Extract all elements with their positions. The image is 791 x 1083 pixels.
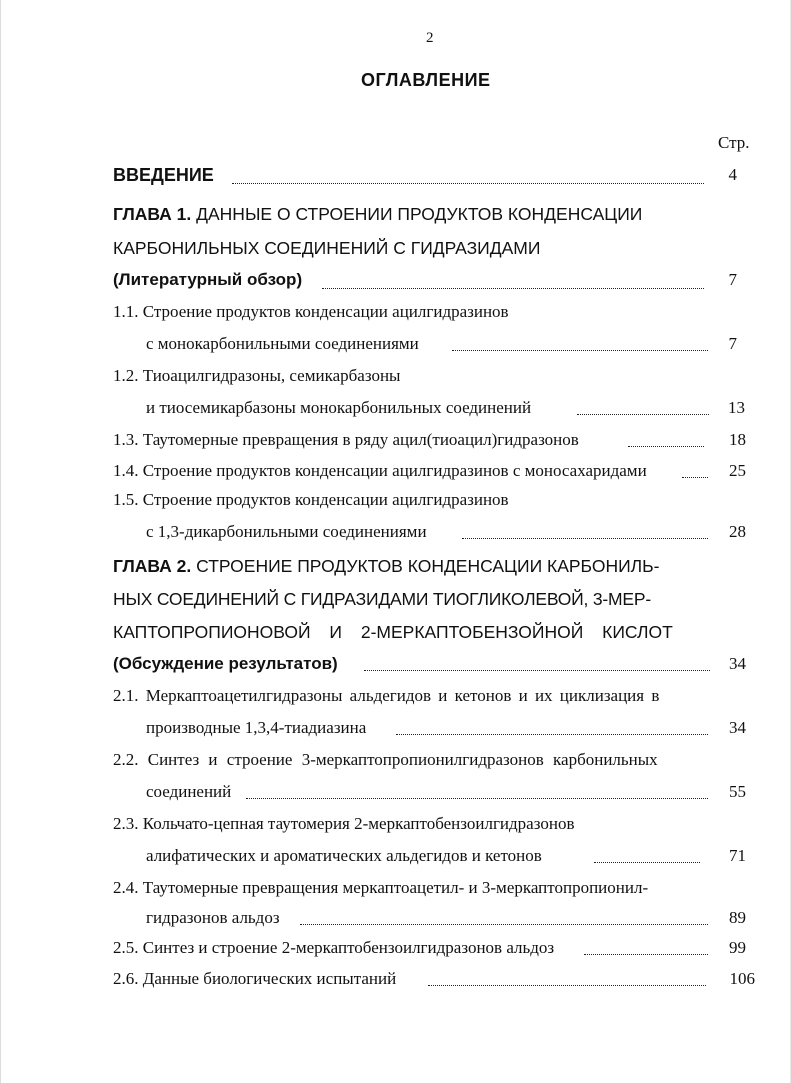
chapter1-title-line1: ДАННЫЕ О СТРОЕНИИ ПРОДУКТОВ КОНДЕНСАЦИИ: [196, 204, 643, 224]
toc-title: ОГЛАВЛЕНИЕ: [361, 70, 491, 90]
section-title-line2: с монокарбонильными соединениями: [146, 334, 419, 353]
section-page: 99: [729, 938, 746, 957]
page-column-label: Стр.: [718, 133, 750, 152]
scan-edge: [0, 0, 1, 1083]
page-number: 2: [426, 30, 434, 46]
section-page: 13: [728, 398, 745, 417]
section-title-line1: 2.6. Данные биологических испытаний: [113, 969, 397, 988]
section-title-line1: 2.4. Таутомерные превращения меркаптоацетил- и 3-меркаптопропионил-: [113, 878, 649, 897]
leader-dots: [322, 288, 704, 289]
section-page: 106: [729, 969, 755, 988]
section-page: 28: [729, 522, 746, 541]
section-page: 18: [729, 430, 746, 449]
leader-dots: [232, 183, 704, 184]
leader-dots: [246, 798, 708, 799]
chapter2-title-line4: (Обсуждение результатов): [113, 654, 338, 673]
chapter2-title-line1: СТРОЕНИЕ ПРОДУКТОВ КОНДЕНСАЦИИ КАРБОНИЛЬ-: [196, 556, 660, 576]
section-title-line1: 1.3. Таутомерные превращения в ряду ацил(тиоацил)гидразонов: [113, 430, 579, 449]
leader-dots: [300, 924, 708, 925]
leader-dots: [462, 538, 708, 539]
chapter2-prefix: ГЛАВА 2.: [113, 556, 192, 576]
section-page: 25: [729, 461, 746, 480]
section-page: 7: [728, 334, 737, 353]
chapter1-page: 7: [728, 270, 737, 289]
chapter1-title-line2: КАРБОНИЛЬНЫХ СОЕДИНЕНИЙ С ГИДРАЗИДАМИ: [113, 238, 541, 258]
section-title-line1: 1.1. Строение продуктов конденсации ацилгидразинов: [113, 302, 509, 321]
leader-dots: [594, 862, 700, 863]
intro-page: 4: [728, 165, 737, 184]
chapter1-prefix: ГЛАВА 1.: [113, 204, 192, 224]
section-title-line2: с 1,3-дикарбонильными соединениями: [146, 522, 427, 541]
section-title-line1: 2.1. Меркаптоацетилгидразоны альдегидов и кетонов и их циклизация в: [113, 686, 660, 705]
section-page: 55: [729, 782, 746, 801]
section-title-line2: соединений: [146, 782, 232, 801]
section-title-line1: 1.4. Строение продуктов конденсации ацилгидразинов с моносахаридами: [113, 461, 647, 480]
leader-dots: [428, 985, 706, 986]
section-title-line2: производные 1,3,4-тиадиазина: [146, 718, 367, 737]
section-page: 34: [729, 718, 746, 737]
leader-dots: [364, 670, 710, 671]
section-title-line2: и тиосемикарбазоны монокарбонильных соединений: [146, 398, 532, 417]
section-page: 71: [729, 846, 746, 865]
section-title-line1: 2.3. Кольчато-цепная таутомерия 2-меркаптобензоилгидразонов: [113, 814, 575, 833]
section-page: 89: [729, 908, 746, 927]
leader-dots: [452, 350, 708, 351]
chapter2-page: 34: [729, 654, 746, 673]
chapter1-title-line3: (Литературный обзор): [113, 270, 303, 289]
section-title-line1: 2.5. Синтез и строение 2-меркаптобензоилгидразонов альдоз: [113, 938, 555, 957]
leader-dots: [628, 446, 704, 447]
section-title-line2: гидразонов альдоз: [146, 908, 280, 927]
section-title-line1: 1.5. Строение продуктов конденсации ацилгидразинов: [113, 490, 509, 509]
leader-dots: [396, 734, 708, 735]
section-title-line2: алифатических и ароматических альдегидов и кетонов: [146, 846, 542, 865]
chapter2-title-line3: КАПТОПРОПИОНОВОЙ И 2-МЕРКАПТОБЕНЗОЙНОЙ КИСЛОТ: [113, 622, 673, 642]
intro-label: ВВЕДЕНИЕ: [113, 165, 214, 185]
leader-dots: [584, 954, 708, 955]
leader-dots: [682, 477, 708, 478]
leader-dots: [577, 414, 709, 415]
section-title-line1: 1.2. Тиоацилгидразоны, семикарбазоны: [113, 366, 401, 385]
chapter2-title-line2: НЫХ СОЕДИНЕНИЙ С ГИДРАЗИДАМИ ТИОГЛИКОЛЕВОЙ, 3-МЕР-: [113, 589, 651, 609]
section-title-line1: 2.2. Синтез и строение 3-меркаптопропионилгидразонов карбонильных: [113, 750, 658, 769]
